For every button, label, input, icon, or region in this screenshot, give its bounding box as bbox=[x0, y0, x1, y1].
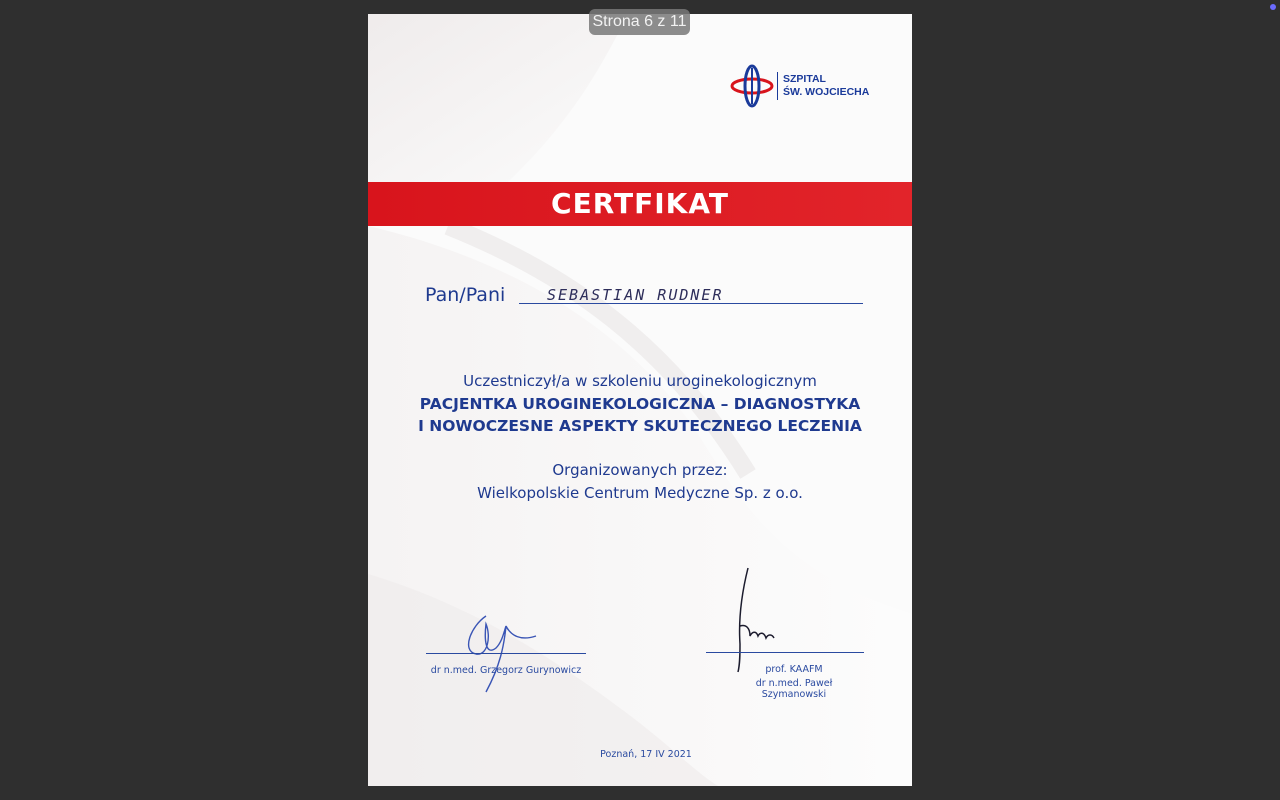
organizer-label: Organizowanych przez: bbox=[552, 461, 728, 479]
right-signatory-title: prof. KAAFM bbox=[765, 664, 823, 675]
document-page bbox=[368, 14, 912, 786]
recipient-name: SEBASTIAN RUDNER bbox=[547, 286, 724, 304]
hospital-name-line1: SZPITAL bbox=[783, 73, 826, 85]
hospital-cross-icon bbox=[730, 64, 774, 108]
course-title-line2: I NOWOCZESNE ASPEKTY SKUTECZNEGO LECZENIA bbox=[418, 417, 862, 435]
left-signature-line bbox=[426, 653, 586, 654]
left-signatory: dr n.med. Grzegorz Gurynowicz bbox=[430, 665, 582, 676]
right-signatory-name: dr n.med. Paweł Szymanowski bbox=[755, 678, 833, 700]
recipient-label: Pan/Pani bbox=[425, 284, 506, 306]
page-indicator: Strona 6 z 11 bbox=[589, 9, 690, 35]
hospital-name bbox=[783, 73, 869, 99]
organizer-name: Wielkopolskie Centrum Medyczne Sp. z o.o. bbox=[477, 484, 803, 502]
status-dot-icon bbox=[1270, 4, 1276, 10]
place-and-date: Poznań, 17 IV 2021 bbox=[600, 749, 692, 760]
course-title-line1: PACJENTKA UROGINEKOLOGICZNA – DIAGNOSTYKA bbox=[419, 395, 861, 413]
certificate-title: CERTFIKAT bbox=[368, 182, 912, 226]
hospital-name-line2: ŚW. WOJCIECHA bbox=[783, 86, 870, 98]
right-signature-image bbox=[728, 564, 808, 674]
recipient-row bbox=[425, 284, 865, 314]
hospital-logo bbox=[730, 64, 880, 112]
left-signature-image bbox=[456, 596, 546, 696]
participation-text: Uczestniczył/a w szkoleniu uroginekologicznym bbox=[463, 372, 817, 390]
right-signature-line bbox=[706, 652, 864, 653]
logo-divider bbox=[777, 72, 778, 100]
